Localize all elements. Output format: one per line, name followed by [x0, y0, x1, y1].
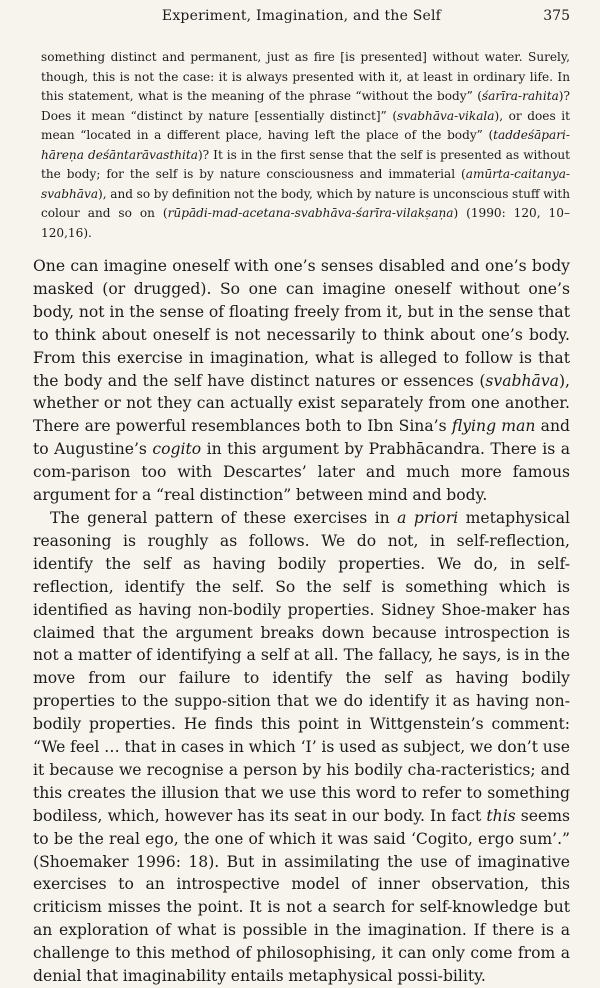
- italic-term: this: [486, 806, 516, 825]
- paragraph-2: [33, 507, 570, 988]
- quote-text: ), and so by definition not the body, which by nature is unconscious stuff with colour and so on (: [41, 186, 570, 220]
- block-quote: [33, 48, 570, 243]
- paragraph-text: and to Augustine’s: [33, 417, 570, 459]
- quote-text: )? It is in the first sense that the self is presented as without the body; for the self is by nature consciousness and immaterial (: [41, 147, 570, 181]
- paragraph-text: The general pattern of these exercises in: [50, 508, 398, 527]
- paragraph-text: ), whether or not they can actually exist separately from one another. There are powerful resemblances both to Ibn Sina’s: [33, 371, 570, 436]
- quote-text: ) (1990: 120, 10–120,16).: [41, 206, 570, 240]
- paragraph-text: seems to be the real ego, the one of which it was said ‘Cogito, ergo sum’.” (Shoemaker 1996: 18). But in assimilating the use of imaginative exercises to an introspective model of inner observation, this criticism misses the point. It is not a search for self-knowledge but an exploration of what is possible in the imagination. If there is a challenge to this method of philosophising, it can only come from a denial that imaginability entails metaphysical possi-bility.: [33, 806, 571, 986]
- body-text: [33, 255, 570, 988]
- quote-term: śarīra-rahita: [481, 89, 559, 103]
- italic-term: flying man: [451, 417, 536, 436]
- quote-text: ), or does it mean “located in a different place, having left the place of the body” (: [41, 108, 570, 142]
- italic-term: cogito: [152, 440, 202, 459]
- italic-term: a priori: [397, 508, 459, 527]
- running-title: Experiment, Imagination, and the Self: [161, 8, 442, 24]
- page-number: 375: [543, 8, 570, 24]
- quote-text: something distinct and permanent, just as fire [is presented] without water. Surely, though, this is not the case: it is always presented with it, at least in ordinary life. In this statement, what is the meaning of the phrase “without the body” (: [41, 50, 570, 103]
- paragraph-text: metaphysical reasoning is roughly as follows. We do not, in self-reflection, identify the self as having bodily properties. We do, in self-reflection, identify the self. So the self is something which is identified as having non-bodily properties. Sidney Shoe-maker has claimed that the argument breaks down because introspection is not a matter of identifying a self at all. The fallacy, he says, is in the move from our failure to identify the self as having bodily properties to the suppo-sition that we do identify it as having non-bodily properties. He finds this point in Wittgenstein’s comment: “We feel … that in cases in which ‘I’ is used as subject, we don’t use it because we recognise a person by his bodily cha-racteristics; and this creates the illusion that we use this word to refer to something bodiless, which, however has its seat in our body. In fact: [33, 508, 571, 825]
- quote-term: amūrta-caitanya-svabhāva: [41, 167, 570, 201]
- paragraph-text: One can imagine oneself with one’s senses disabled and one’s body masked (or drugged). So one can imagine oneself without one’s body, not in the sense of floating freely from it, but in the sense that to think about oneself is not necessarily to think about one’s body. From this exercise in imagination, what is alleged to follow is that the body and the self have distinct natures or essences (: [33, 257, 570, 390]
- paragraph-text: in this argument by Prabhācandra. There is a com-parison too with Descartes’ later and much more famous argument for a “real distinction” between mind and body.: [33, 440, 570, 505]
- quote-term: taddeśāpari-hāreṇa deśāntarāvasthita: [41, 128, 570, 162]
- italic-term: svabhāva: [485, 371, 559, 390]
- running-head: [33, 0, 570, 34]
- quote-term: rūpādi-mad-acetana-svabhāva-śarīra-vilakṣaṇa: [167, 206, 454, 220]
- quote-term: svabhāva-vikala: [397, 108, 495, 123]
- quote-text: )? Does it mean “distinct by nature [essentially distinct]” (: [41, 89, 570, 123]
- paragraph-1: [33, 255, 570, 507]
